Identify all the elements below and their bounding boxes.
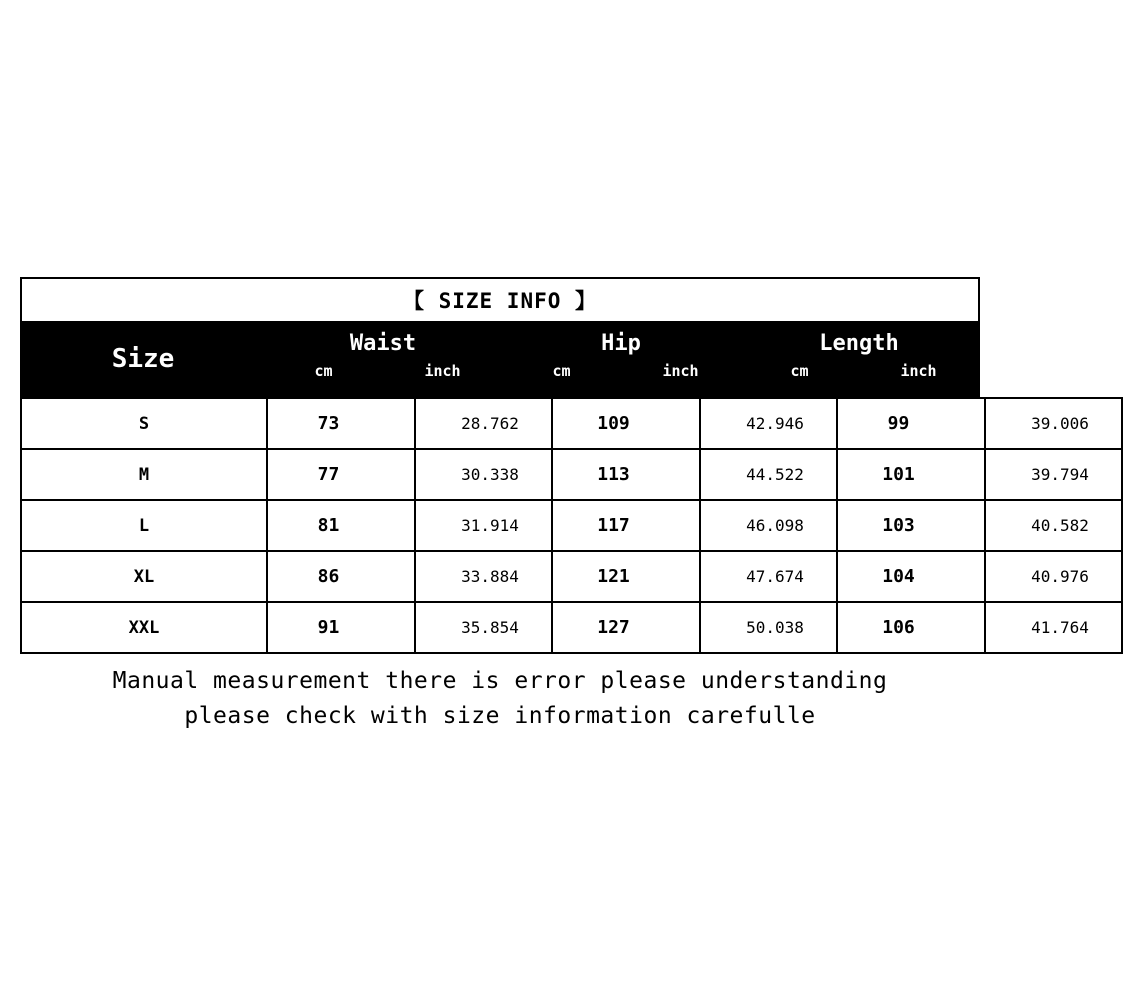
cell-length-inch: 39.006 — [985, 398, 1122, 449]
page-title: 【 SIZE INFO 】 — [402, 289, 598, 313]
size-chart-title-bar — [20, 277, 980, 321]
cell-length-cm: 106 — [837, 602, 985, 653]
cell-length-cm: 101 — [837, 449, 985, 500]
header-hip-units — [502, 360, 740, 397]
cell-waist-inch: 30.338 — [415, 449, 552, 500]
cell-length-inch: 40.582 — [985, 500, 1122, 551]
cell-length-cm: 99 — [837, 398, 985, 449]
cell-length-cm: 103 — [837, 500, 985, 551]
cell-waist-cm: 81 — [267, 500, 415, 551]
cell-waist-cm: 77 — [267, 449, 415, 500]
cell-hip-cm: 109 — [552, 398, 700, 449]
cell-waist-cm: 86 — [267, 551, 415, 602]
cell-size: L — [21, 500, 267, 551]
cell-waist-inch: 33.884 — [415, 551, 552, 602]
table-row — [21, 602, 1122, 653]
measurement-note-line-2: please check with size information carefulle — [184, 703, 816, 730]
cell-hip-cm: 117 — [552, 500, 700, 551]
measurement-note — [20, 664, 980, 734]
cell-hip-inch: 50.038 — [700, 602, 837, 653]
cell-hip-inch: 44.522 — [700, 449, 837, 500]
cell-hip-cm: 113 — [552, 449, 700, 500]
header-group-waist — [264, 321, 502, 397]
header-waist-cm-label: cm — [314, 362, 333, 380]
cell-size: S — [21, 398, 267, 449]
header-waist-label: Waist — [349, 331, 417, 356]
cell-length-inch: 39.794 — [985, 449, 1122, 500]
cell-hip-inch: 47.674 — [700, 551, 837, 602]
cell-size: XL — [21, 551, 267, 602]
table-row — [21, 551, 1122, 602]
cell-waist-inch: 31.914 — [415, 500, 552, 551]
cell-waist-inch: 28.762 — [415, 398, 552, 449]
cell-hip-inch: 42.946 — [700, 398, 837, 449]
header-waist-inch-label: inch — [424, 362, 461, 380]
cell-length-inch: 41.764 — [985, 602, 1122, 653]
table-row — [21, 398, 1122, 449]
header-group-hip — [502, 321, 740, 397]
header-length-label: Length — [819, 331, 899, 356]
size-chart — [20, 277, 1089, 734]
measurement-note-line-1: Manual measurement there is error please understanding — [112, 668, 888, 694]
cell-waist-cm: 91 — [267, 602, 415, 653]
header-hip-label: Hip — [601, 331, 641, 356]
cell-length-cm: 104 — [837, 551, 985, 602]
cell-waist-cm: 73 — [267, 398, 415, 449]
size-chart-header — [20, 321, 980, 397]
size-table — [20, 397, 1123, 654]
cell-waist-inch: 35.854 — [415, 602, 552, 653]
table-row — [21, 449, 1122, 500]
cell-size: M — [21, 449, 267, 500]
cell-hip-inch: 46.098 — [700, 500, 837, 551]
cell-hip-cm: 127 — [552, 602, 700, 653]
header-size-label: Size — [111, 344, 175, 374]
header-hip-inch-label: inch — [662, 362, 699, 380]
header-length-units — [740, 360, 978, 397]
header-group-length — [740, 321, 978, 397]
header-hip-cm-label: cm — [552, 362, 571, 380]
table-row — [21, 500, 1122, 551]
cell-size: XXL — [21, 602, 267, 653]
header-length-cm-label: cm — [790, 362, 809, 380]
cell-hip-cm: 121 — [552, 551, 700, 602]
cell-length-inch: 40.976 — [985, 551, 1122, 602]
header-waist-units — [264, 360, 502, 397]
header-length-inch-label: inch — [900, 362, 937, 380]
